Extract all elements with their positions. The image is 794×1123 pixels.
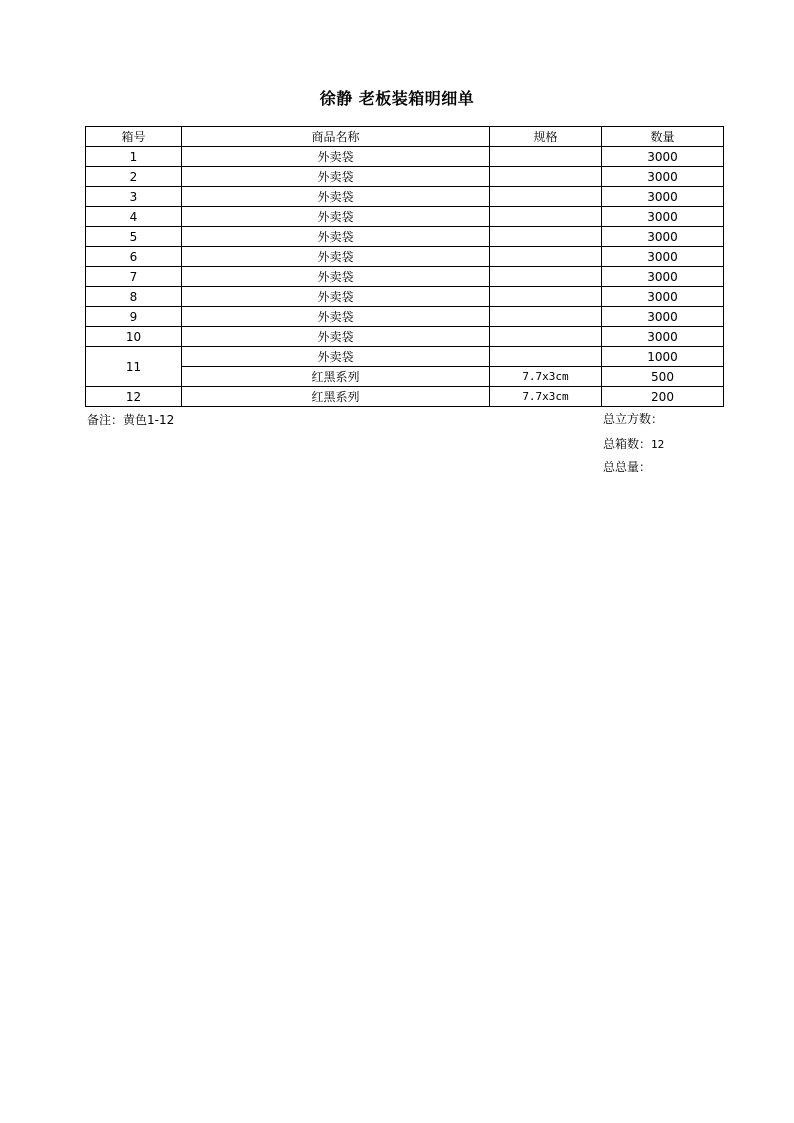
table-row xyxy=(86,247,724,267)
cell-quantity: 3000 xyxy=(602,187,724,207)
total-volume xyxy=(603,410,663,427)
cell-quantity: 3000 xyxy=(602,327,724,347)
cell-product-name: 外卖袋 xyxy=(182,227,490,247)
total-boxes-label: 总箱数： xyxy=(603,437,652,451)
cell-box-no: 4 xyxy=(86,207,182,227)
cell-quantity: 3000 xyxy=(602,227,724,247)
table-header-row xyxy=(86,127,724,147)
cell-product-name: 外卖袋 xyxy=(182,327,490,347)
cell-box-no: 7 xyxy=(86,267,182,287)
page-title: 徐静 老板装箱明细单 xyxy=(319,89,475,108)
cell-box-no: 5 xyxy=(86,227,182,247)
cell-quantity: 500 xyxy=(602,367,724,387)
cell-product-name: 外卖袋 xyxy=(182,187,490,207)
cell-spec xyxy=(490,147,602,167)
cell-quantity: 3000 xyxy=(602,267,724,287)
cell-box-no: 8 xyxy=(86,287,182,307)
packing-table xyxy=(85,126,724,407)
cell-quantity: 1000 xyxy=(602,347,724,367)
cell-quantity: 3000 xyxy=(602,287,724,307)
cell-box-no: 10 xyxy=(86,327,182,347)
table-row xyxy=(86,207,724,227)
cell-product-name: 外卖袋 xyxy=(182,287,490,307)
cell-spec xyxy=(490,207,602,227)
cell-spec xyxy=(490,347,602,367)
cell-box-no: 2 xyxy=(86,167,182,187)
cell-spec: 7.7x3cm xyxy=(490,387,602,407)
cell-spec xyxy=(490,227,602,247)
cell-quantity: 200 xyxy=(602,387,724,407)
cell-product-name: 外卖袋 xyxy=(182,267,490,287)
cell-product-name: 外卖袋 xyxy=(182,247,490,267)
total-quantity-label: 总总量： xyxy=(603,460,652,474)
cell-product-name: 外卖袋 xyxy=(182,347,490,367)
table-row xyxy=(86,347,724,367)
cell-box-no: 6 xyxy=(86,247,182,267)
cell-quantity: 3000 xyxy=(602,147,724,167)
table-row xyxy=(86,387,724,407)
cell-spec: 7.7x3cm xyxy=(490,367,602,387)
cell-box-no: 1 xyxy=(86,147,182,167)
cell-spec xyxy=(490,267,602,287)
header-spec: 规格 xyxy=(490,127,602,147)
cell-quantity: 3000 xyxy=(602,207,724,227)
table-row xyxy=(86,187,724,207)
cell-spec xyxy=(490,327,602,347)
cell-product-name: 外卖袋 xyxy=(182,307,490,327)
remark-note: 备注：黄色1-12 xyxy=(87,413,175,427)
table-row xyxy=(86,327,724,347)
cell-box-no: 11 xyxy=(86,347,182,387)
header-box-no: 箱号 xyxy=(86,127,182,147)
cell-box-no: 3 xyxy=(86,187,182,207)
cell-quantity: 3000 xyxy=(602,167,724,187)
header-product-name: 商品名称 xyxy=(182,127,490,147)
cell-box-no: 9 xyxy=(86,307,182,327)
cell-product-name: 外卖袋 xyxy=(182,167,490,187)
cell-product-name: 外卖袋 xyxy=(182,207,490,227)
cell-spec xyxy=(490,167,602,187)
cell-box-no: 12 xyxy=(86,387,182,407)
cell-product-name: 外卖袋 xyxy=(182,147,490,167)
total-quantity xyxy=(603,458,651,475)
cell-spec xyxy=(490,187,602,207)
cell-spec xyxy=(490,307,602,327)
cell-product-name: 红黑系列 xyxy=(182,367,490,387)
total-boxes-value: 12 xyxy=(651,438,665,451)
table-row xyxy=(86,227,724,247)
cell-quantity: 3000 xyxy=(602,307,724,327)
total-volume-label: 总立方数： xyxy=(603,412,664,426)
total-boxes xyxy=(603,435,664,452)
cell-spec xyxy=(490,247,602,267)
table-row xyxy=(86,287,724,307)
table-row xyxy=(86,167,724,187)
cell-quantity: 3000 xyxy=(602,247,724,267)
cell-spec xyxy=(490,287,602,307)
table-row xyxy=(86,367,724,387)
cell-product-name: 红黑系列 xyxy=(182,387,490,407)
table-row xyxy=(86,147,724,167)
table-row xyxy=(86,267,724,287)
table-row xyxy=(86,307,724,327)
header-quantity: 数量 xyxy=(602,127,724,147)
